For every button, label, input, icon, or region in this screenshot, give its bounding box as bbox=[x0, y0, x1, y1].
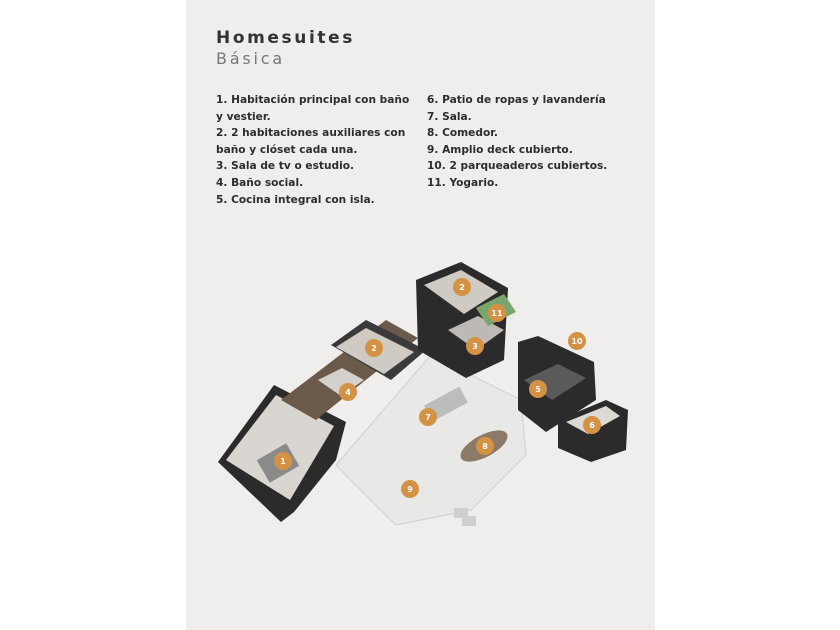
feature-item: 8. Comedor. bbox=[427, 127, 498, 140]
marker-2-left-label: 2 bbox=[371, 344, 377, 353]
feature-item: 1. Habitación principal con baño y vestier. bbox=[216, 94, 410, 123]
marker-5-label: 5 bbox=[535, 385, 541, 394]
marker-11 bbox=[488, 304, 506, 322]
floor-plan-sheet bbox=[186, 0, 655, 630]
marker-1 bbox=[274, 452, 292, 470]
feature-item: 9. Amplio deck cubierto. bbox=[427, 143, 573, 156]
feature-item: 10. 2 parqueaderos cubiertos. bbox=[427, 160, 608, 173]
marker-7 bbox=[419, 408, 437, 426]
marker-8-label: 8 bbox=[482, 442, 488, 451]
marker-3 bbox=[466, 337, 484, 355]
marker-2-right-label: 2 bbox=[459, 283, 465, 292]
marker-6 bbox=[583, 416, 601, 434]
feature-item: 11. Yogario. bbox=[427, 176, 499, 189]
feature-item: 5. Cocina integral con isla. bbox=[216, 193, 375, 206]
marker-1-label: 1 bbox=[280, 457, 286, 466]
deck-chair bbox=[462, 516, 476, 526]
feature-item: 4. Baño social. bbox=[216, 176, 304, 189]
marker-3-label: 3 bbox=[472, 342, 478, 351]
feature-item: 6. Patio de ropas y lavandería bbox=[427, 94, 606, 106]
page-title: Homesuites bbox=[216, 28, 355, 48]
marker-6-label: 6 bbox=[589, 421, 595, 430]
feature-item: 7. Sala. bbox=[427, 110, 472, 123]
marker-2-left bbox=[365, 339, 383, 357]
feature-list-right bbox=[427, 92, 637, 192]
marker-10 bbox=[568, 332, 586, 350]
marker-11-label: 11 bbox=[491, 309, 503, 318]
marker-4 bbox=[339, 383, 357, 401]
feature-item: 2. 2 habitaciones auxiliares con baño y clóset cada una. bbox=[216, 127, 406, 156]
marker-10-label: 10 bbox=[571, 337, 583, 346]
marker-8 bbox=[476, 437, 494, 455]
feature-item: 3. Sala de tv o estudio. bbox=[216, 160, 355, 173]
feature-list-left bbox=[216, 92, 416, 208]
marker-2-right bbox=[453, 278, 471, 296]
marker-9 bbox=[401, 480, 419, 498]
marker-4-label: 4 bbox=[345, 388, 351, 397]
page-subtitle: Básica bbox=[216, 49, 285, 68]
marker-7-label: 7 bbox=[425, 413, 431, 422]
marker-5 bbox=[529, 380, 547, 398]
marker-9-label: 9 bbox=[407, 485, 413, 494]
isometric-floor-plan bbox=[186, 250, 655, 550]
